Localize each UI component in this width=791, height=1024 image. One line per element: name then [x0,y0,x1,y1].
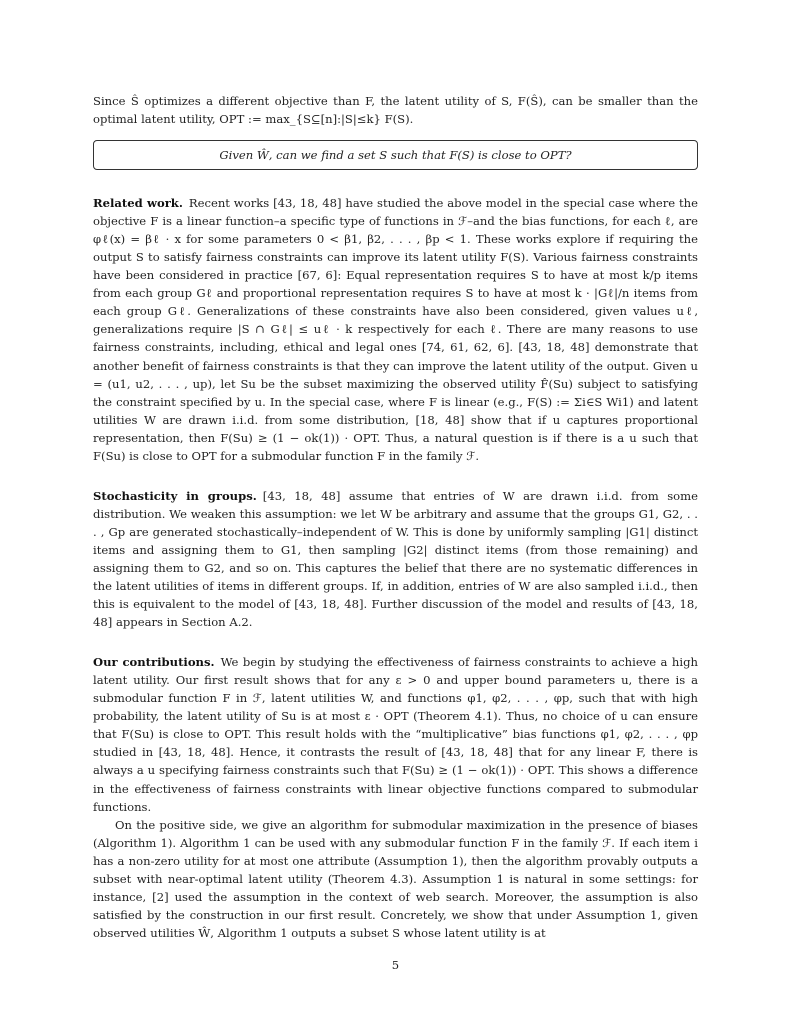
stochasticity-text: [43, 18, 48] assume that entries of W are drawn i.i.d. from some distribution. We weaken this assumption: we let W be arbitrary and assume that the groups G1, G2, . . . , Gp are generated stochastically–independent of W. This is done by uniformly sampling |G1| distinct items and assigning them to G1, then sampling |G2| distinct items (from those remaining) and assigning them to G2, and so on. This captures the belief that there are no systematic differences in the latent utilities of items in different groups. If, in addition, entries of W are also sampled i.i.d., then this is equivalent to the model of [43, 18, 48]. Further discussion of the model and results of [43, 18, 48] appears in Section A.2. [93,488,699,630]
contributions-paragraph [93,653,698,815]
page-number: 5 [391,958,400,972]
contributions-heading: Our contributions. [93,655,215,670]
contributions-paragraph-2: On the positive side, we give an algorithm for submodular maximization in the presence of biases (Algorithm 1). Algorithm 1 can be used with any submodular function F in the family ℱ. If each item i has a non-zero utility for at most one attribute (Assumption 1), then the algorithm provably outputs a subset with near-optimal latent utility (Theorem 4.3). Assumption 1 is natural in some settings: for instance, [2] used the assumption in the context of web search. Moreover, the assumption is also satisfied by the construction in our first result. Concretely, we show that under Assumption 1, given observed utilities Ŵ, Algorithm 1 outputs a subset S whose latent utility is at [93,817,698,940]
related-work-paragraph [93,194,698,465]
intro-paragraph: Since Ŝ optimizes a different objective than F, the latent utility of S, F(Ŝ), can be smaller than the optimal latent utility, OPT := max_{S⊆[n]:|S|≤k} F(S). [93,94,698,127]
related-work-text: Recent works [43, 18, 48] have studied the above model in the special case where the objective F is a linear function–a specific type of functions in ℱ–and the bias functions, for each ℓ, are φℓ(x) = βℓ · x for some parameters 0 < β1, β2, . . . , βp < 1. These works explore if requiring the output S to satisfy fairness constraints can improve its latent utility F(S). Various fairness constraints have been considered in practice [67, 6]: Equal representation requires S to have at most k/p items from each group Gℓ and proportional representation requires S to have at most k · |Gℓ|/n items from each group Gℓ. Generalizations of these constraints have also been considered, given values uℓ, generalizations require |S ∩ Gℓ| ≤ uℓ · k respectively for each ℓ. There are many reasons to use fairness constraints, including, ethical and legal ones [74, 61, 62, 6]. [43, 18, 48] demonstrate that another benefit of fairness constraints is that they can improve the latent utility of the output. Given u = (u1, u2, . . . , up), let Su be the subset maximizing the observed utility F̂(Su) subject to satisfying the constraint specified by u. In the special case, where F is linear (e.g., F(S) := Σi∈S Wi1) and latent utilities W are drawn i.i.d. from some distribution, [18, 48] show that if u captures proportional representation, then F(Su) ≥ (1 − ok(1)) · OPT. Thus, a natural question is if there is a u such that F(Su) is close to OPT for a submodular function F in the family ℱ. [93,196,698,463]
stochasticity-paragraph [93,487,698,631]
question-text: Given Ŵ, can we find a set S such that F(S) is close to OPT? [219,148,572,163]
question-box [93,140,698,170]
paper-page [93,92,698,942]
stochasticity-heading: Stochasticity in groups. [93,488,257,503]
contributions-text: We begin by studying the effectiveness of fairness constraints to achieve a high latent utility. Our first result shows that for any ε > 0 and upper bound parameters u, there is a submodular function F in ℱ, latent utilities W, and functions φ1, φ2, . . . , φp, such that with high probability, the latent utility of Su is at most ε · OPT (Theorem 4.1). Thus, no choice of u can ensure that F(Su) is close to OPT. This result holds with the “multiplicative” bias functions φ1, φ2, . . . , φp studied in [43, 18, 48]. Hence, it contrasts the result of [43, 18, 48] that for any linear F, there is always a u specifying fairness constraints such that F(Su) ≥ (1 − ok(1)) · OPT. This shows a difference in the effectiveness of fairness constraints with linear objective functions compared to submodular functions. [93,655,698,814]
related-work-heading: Related work. [93,196,183,211]
